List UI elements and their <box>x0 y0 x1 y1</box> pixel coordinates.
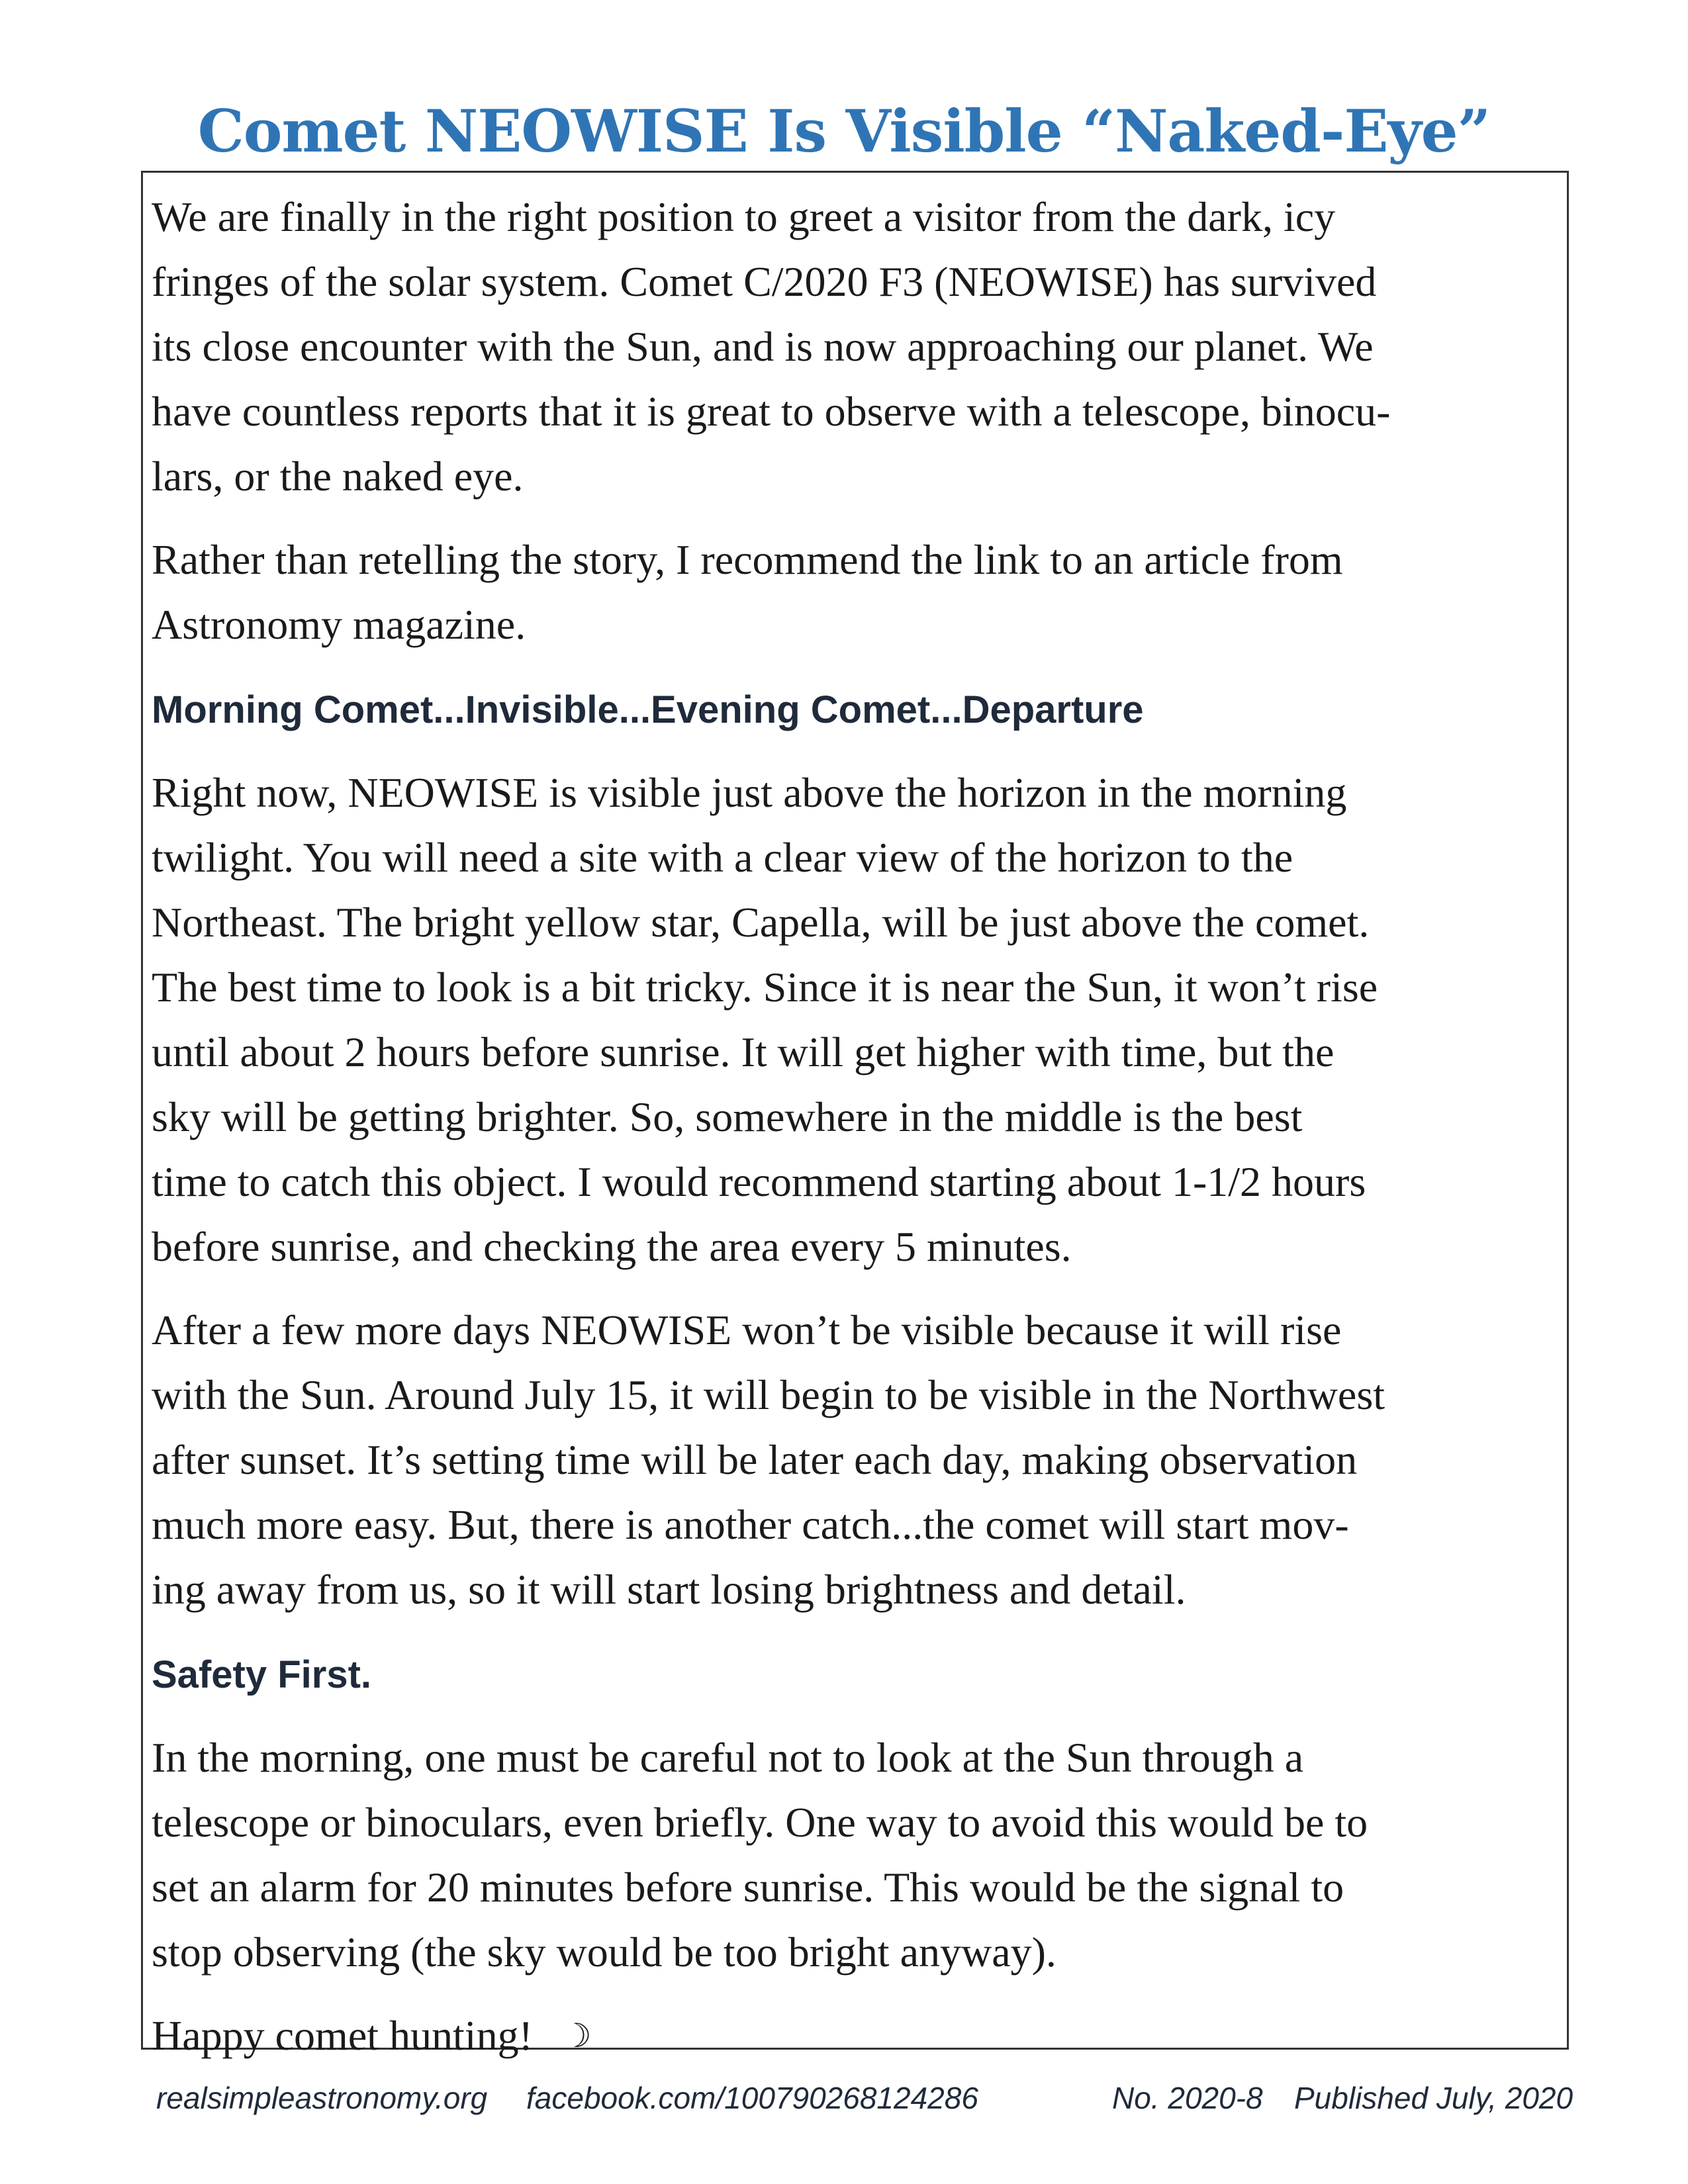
section-heading-comet-phases: Morning Comet...Invisible...Evening Comet...Departure <box>152 688 1144 731</box>
footer-facebook-link[interactable]: facebook.com/100790268124286 <box>526 2081 978 2115</box>
morning-paragraph: Right now, NEOWISE is visible just above the horizon in the morning twilight. You will need a site with a clear view of the horizon to the Northeast. The bright yellow star, Capella, will be just above the comet. The best time to look is a bit tricky. Since it is near the Sun, it won’t rise until about 2 hours before sunrise. It will get higher with time, but the sky will be getting brighter. So, somewhere in the middle is the best time to catch this object. I would recommend starting about 1-1/2 hours before sunrise, and checking the area every 5 minutes. <box>152 769 1378 1270</box>
footer-website-link[interactable]: realsimpleastronomy.org <box>156 2081 488 2115</box>
safety-paragraph: In the morning, one must be careful not to look at the Sun through a telescope or binoculars, even briefly. One way to avoid this would be to set an alarm for 20 minutes before sunrise. This would be the signal to stop observing (the sky would be too bright anyway). <box>152 1734 1368 1976</box>
article-box <box>141 171 1569 2059</box>
intro-paragraph: We are finally in the right position to greet a visitor from the dark, icy fringes of the solar system. Comet C/2020 F3 (NEOWISE) has survived its close encounter with the Sun, and is now approaching our planet. We have countless reports that it is great to observe with a telescope, binocu- lars, or the naked eye. <box>152 193 1391 500</box>
evening-paragraph: After a few more days NEOWISE won’t be visible because it will rise with the Sun. Around July 15, it will begin to be visible in the Northwest after sunset. It’s setting time will be later each day, making observation much more easy. But, there is another catch...the comet will start mov- ing away from us, so it will start losing brightness and detail. <box>152 1306 1385 1613</box>
footer-issue-number: No. 2020-8 <box>1112 2081 1263 2115</box>
section-heading-safety: Safety First. <box>152 1653 371 1696</box>
closing-text: Happy comet hunting! <box>152 2012 533 2059</box>
recommend-paragraph: Rather than retelling the story, I recommend the link to an article from Astronomy magazine. <box>152 536 1343 648</box>
footer-published-date: Published July, 2020 <box>1294 2081 1573 2115</box>
closing-line <box>152 2003 1555 2068</box>
page-title: Comet NEOWISE Is Visible “Naked-Eye” <box>197 97 1491 165</box>
moon-icon: ☽ <box>561 2017 592 2055</box>
